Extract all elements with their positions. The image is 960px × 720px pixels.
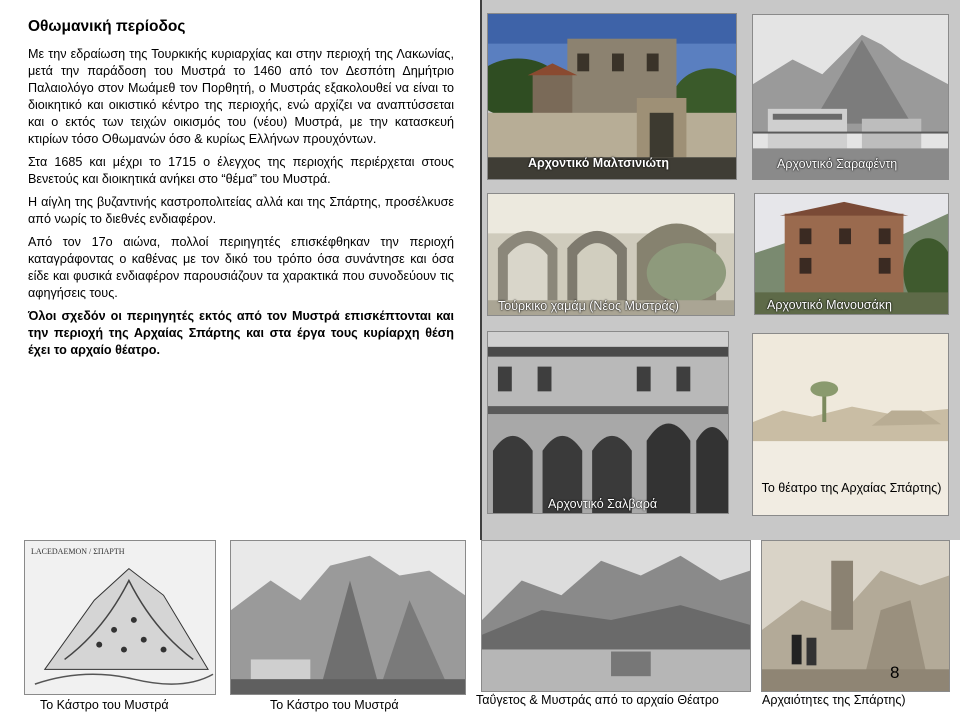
caption-turkish-hammam: Τούρκικο χαμάμ (Νέος Μυστράς) bbox=[498, 299, 679, 313]
paragraph-3: Η αίγλη της βυζαντινής καστροπολιτείας αλλά και της Σπάρτης, προσέλκυσε από νωρίς το διεθνές ενδιαφέρον. bbox=[28, 195, 454, 226]
photo-sarafenti-mansion bbox=[752, 14, 949, 180]
taygetos-mystras-image bbox=[482, 541, 750, 691]
photo-castle-engraving-2 bbox=[230, 540, 466, 695]
photo-turkish-hammam bbox=[487, 193, 735, 316]
photo-taygetos-mystras bbox=[481, 540, 751, 692]
paragraph-4: Από τον 17ο αιώνα, πολλοί περιηγητές επισκέφθηκαν την περιοχή καταγράφοντας ο καθένας με τον δικό του τρόπο όσα συνάντησε και όσα είδε και φυσικά ενδιαφέρον παρουσιάζουν τα χαρακτικά που συνοδεύουν τις αφηγήσεις τους. bbox=[28, 235, 454, 300]
caption-sparta-theatre: Το θέατρο της Αρχαίας Σπάρτης) bbox=[761, 481, 942, 495]
photo-sparta-antiquities bbox=[761, 540, 950, 692]
map-label: LACEDAEMON / ΣΠΑΡΤΗ bbox=[31, 547, 125, 556]
sparta-antiquities-image bbox=[762, 541, 949, 691]
caption-antiquities: Αρχαιότητες της Σπάρτης) bbox=[762, 693, 906, 707]
caption-sarafenti: Αρχοντικό Σαραφέντη bbox=[777, 157, 898, 171]
castle-engraving-1-image bbox=[25, 541, 215, 694]
turkish-hammam-image bbox=[488, 194, 734, 315]
photo-salvara-mansion bbox=[487, 331, 729, 514]
caption-taygetos: Ταΰγετος & Μυστράς από το αρχαίο Θέατρο bbox=[476, 693, 719, 707]
caption-salvara: Αρχοντικό Σαλβαρά bbox=[548, 497, 658, 511]
column-divider bbox=[480, 0, 482, 540]
photo-sparta-theatre bbox=[752, 333, 949, 516]
text-column bbox=[28, 18, 454, 365]
castle-engraving-2-image bbox=[231, 541, 465, 694]
paragraph-2: Στα 1685 και μέχρι το 1715 ο έλεγχος της περιοχής περιέρχεται στους Βενετούς και διοικητικά ανήκει στο “θέμα” του Μυστρά. bbox=[28, 155, 454, 186]
page-title: Οθωμανική περίοδος bbox=[28, 18, 186, 35]
manousaki-mansion-image bbox=[755, 194, 948, 314]
caption-maltsinioti: Αρχοντικό Μαλτσινιώτη bbox=[528, 156, 669, 170]
photo-castle-engraving-1 bbox=[24, 540, 216, 695]
maltsinioti-mansion-image bbox=[488, 14, 736, 179]
paragraph-5: Όλοι σχεδόν οι περιηγητές εκτός από τον Μυστρά επισκέπτονται και την περιοχή της Αρχαίας Σπάρτης και στα έργα τους κυρίαρχη θέση έχει το αρχαίο θέατρο. bbox=[28, 309, 454, 357]
caption-castle-1: Το Κάστρο του Μυστρά bbox=[40, 698, 169, 712]
photo-manousaki-mansion bbox=[754, 193, 949, 315]
caption-manousaki: Αρχοντικό Μανουσάκη bbox=[767, 298, 892, 312]
sarafenti-mansion-image bbox=[753, 15, 948, 179]
caption-castle-2: Το Κάστρο του Μυστρά bbox=[270, 698, 399, 712]
photo-maltsinioti-mansion bbox=[487, 13, 737, 180]
sparta-theatre-image bbox=[753, 334, 948, 474]
page-number: 8 bbox=[890, 663, 900, 682]
paragraph-1: Με την εδραίωση της Τουρκικής κυριαρχίας και στην περιοχή της Λακωνίας, μετά την παράδοση του Μυστρά το 1460 από τον Δεσπότη Δημήτριο Παλαιολόγο στον Μωάμεθ τον Πορθητή, ο Μυστράς εξακολουθεί να είναι το διοικητικό και οικιστικό κέντρο της περιοχής, ενώ αρχίζει να αναπτύσσεται και ο εκτός των τειχών οικισμός του (νέου) Μυστρά, με την κατασκευή κτιρίων τόσο Οθωμανών όσο & κυρίως Ελλήνων προυχόντων. bbox=[28, 47, 454, 146]
salvara-mansion-image bbox=[488, 332, 728, 513]
